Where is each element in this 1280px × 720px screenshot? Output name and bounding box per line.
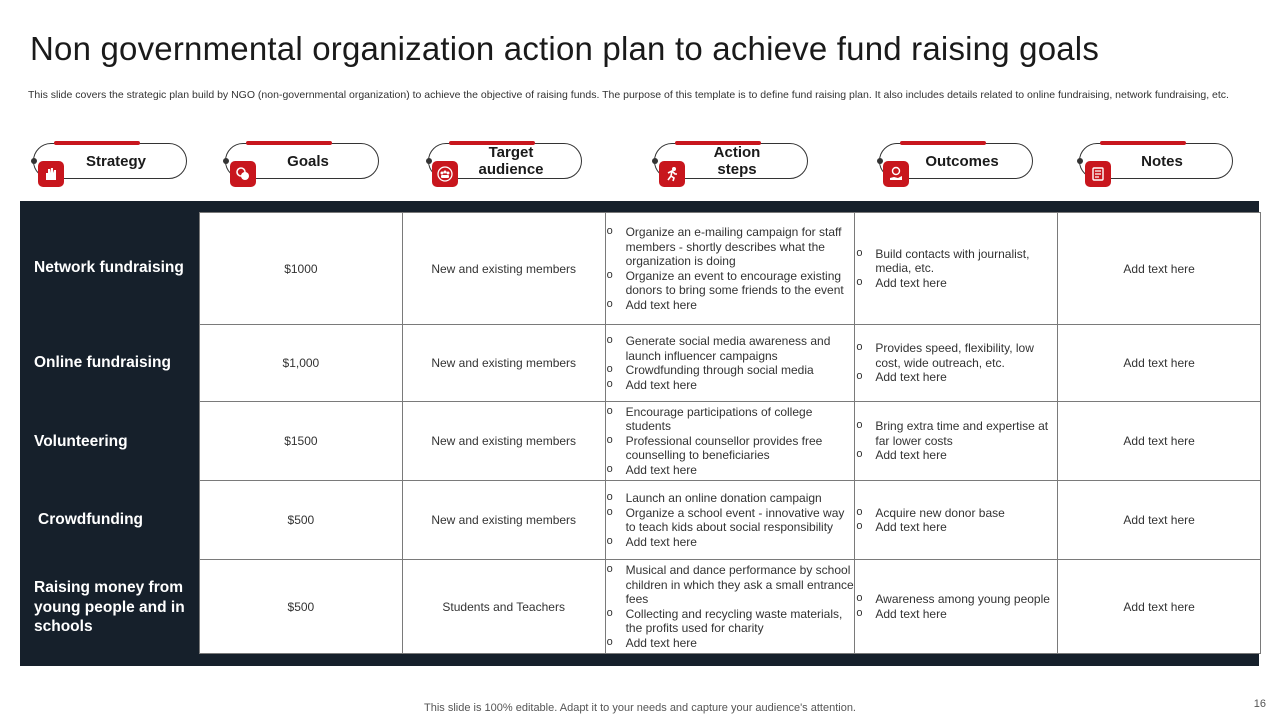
outcomes-cell xyxy=(855,325,1058,402)
outcomes-cell xyxy=(855,560,1058,654)
table-row xyxy=(200,481,1261,560)
actions-cell xyxy=(605,402,855,481)
list-item: o Crowdfunding through social media xyxy=(606,363,855,378)
list-item: o Acquire new donor base xyxy=(855,506,1057,521)
audience-cell: New and existing members xyxy=(402,213,605,325)
list-item: o Provides speed, flexibility, low cost, wide outreach, etc. xyxy=(855,341,1057,370)
list-item: o Add text here xyxy=(855,276,1057,291)
notes-cell: Add text here xyxy=(1058,325,1261,402)
list-item: o Add text here xyxy=(606,463,855,478)
table-row xyxy=(200,213,1261,325)
audience-cell: Students and Teachers xyxy=(402,560,605,654)
row-label-raising-money-schools: Raising money from young people and in schools xyxy=(34,579,185,635)
list-item: o Awareness among young people xyxy=(855,592,1057,607)
notes-icon xyxy=(1085,161,1111,187)
list-item: o Generate social media awareness and launch influencer campaigns xyxy=(606,334,855,363)
goal-cell: $500 xyxy=(200,560,403,654)
list-item: o Bring extra time and expertise at far lower costs xyxy=(855,419,1057,448)
footer-note: This slide is 100% editable. Adapt it to your needs and capture your audience's attention. xyxy=(424,702,856,714)
list-item: o Build contacts with journalist, media, etc. xyxy=(855,247,1057,276)
list-item: o Add text here xyxy=(855,520,1057,535)
team-icon xyxy=(432,161,458,187)
goal-cell: $500 xyxy=(200,481,403,560)
list-item: o Add text here xyxy=(606,535,855,550)
coins-icon xyxy=(230,161,256,187)
header-label: Action steps xyxy=(713,144,761,178)
hand-money-icon xyxy=(883,161,909,187)
row-label-crowdfunding: Crowdfunding xyxy=(38,511,144,528)
audience-cell: New and existing members xyxy=(402,481,605,560)
list-item: o Add text here xyxy=(606,298,855,313)
goal-cell: $1,000 xyxy=(200,325,403,402)
table-row xyxy=(200,560,1261,654)
runner-icon xyxy=(659,161,685,187)
row-label-online-fundraising: Online fundraising xyxy=(34,354,171,371)
list-item: o Organize an event to encourage existing donors to bring some friends to the event xyxy=(606,269,855,298)
list-item: o Collecting and recycling waste materials, the profits used for charity xyxy=(606,607,855,636)
page-description: This slide covers the strategic plan build by NGO (non-governmental organization) to achieve the objective of raising funds. The purpose of this template is to define fund raising plan. It also includes details related to online fundraising, network fundraising, etc. xyxy=(28,89,1229,101)
table-row xyxy=(200,325,1261,402)
table-row xyxy=(200,402,1261,481)
list-item: o Add text here xyxy=(855,607,1057,622)
audience-cell: New and existing members xyxy=(402,402,605,481)
actions-cell xyxy=(605,481,855,560)
outcomes-cell xyxy=(855,213,1058,325)
page-title: Non governmental organization action plan to achieve fund raising goals xyxy=(30,30,1100,67)
list-item: o Add text here xyxy=(855,370,1057,385)
list-item: o Add text here xyxy=(855,448,1057,463)
list-item: o Encourage participations of college students xyxy=(606,405,855,434)
header-label: Goals xyxy=(287,152,329,170)
list-item: o Add text here xyxy=(606,378,855,393)
list-item: o Musical and dance performance by school children in which they ask a small entrance fees xyxy=(606,563,855,607)
audience-cell: New and existing members xyxy=(402,325,605,402)
action-plan-table xyxy=(199,212,1261,654)
list-item: o Launch an online donation campaign xyxy=(606,491,855,506)
list-item: o Add text here xyxy=(606,636,855,651)
page-number: 16 xyxy=(1253,698,1266,710)
outcomes-cell xyxy=(855,481,1058,560)
notes-cell: Add text here xyxy=(1058,402,1261,481)
list-item: o Organize a school event - innovative way to teach kids about social responsibility xyxy=(606,506,855,535)
actions-cell xyxy=(605,213,855,325)
list-item: o Professional counsellor provides free counselling to beneficiaries xyxy=(606,434,855,463)
header-label: Strategy xyxy=(85,152,147,170)
header-label: Target audience xyxy=(478,144,544,178)
row-label-volunteering: Volunteering xyxy=(34,433,128,450)
actions-cell xyxy=(605,325,855,402)
notes-cell: Add text here xyxy=(1058,481,1261,560)
goal-cell: $1000 xyxy=(200,213,403,325)
header-label: Outcomes xyxy=(925,152,999,170)
outcomes-cell xyxy=(855,402,1058,481)
header-label: Notes xyxy=(1141,152,1183,170)
goal-cell: $1500 xyxy=(200,402,403,481)
row-label-network-fundraising: Network fundraising xyxy=(34,259,184,276)
actions-cell xyxy=(605,560,855,654)
notes-cell: Add text here xyxy=(1058,560,1261,654)
list-item: o Organize an e-mailing campaign for staff members - shortly describes what the organization is doing xyxy=(606,225,855,269)
notes-cell: Add text here xyxy=(1058,213,1261,325)
hand-icon xyxy=(38,161,64,187)
